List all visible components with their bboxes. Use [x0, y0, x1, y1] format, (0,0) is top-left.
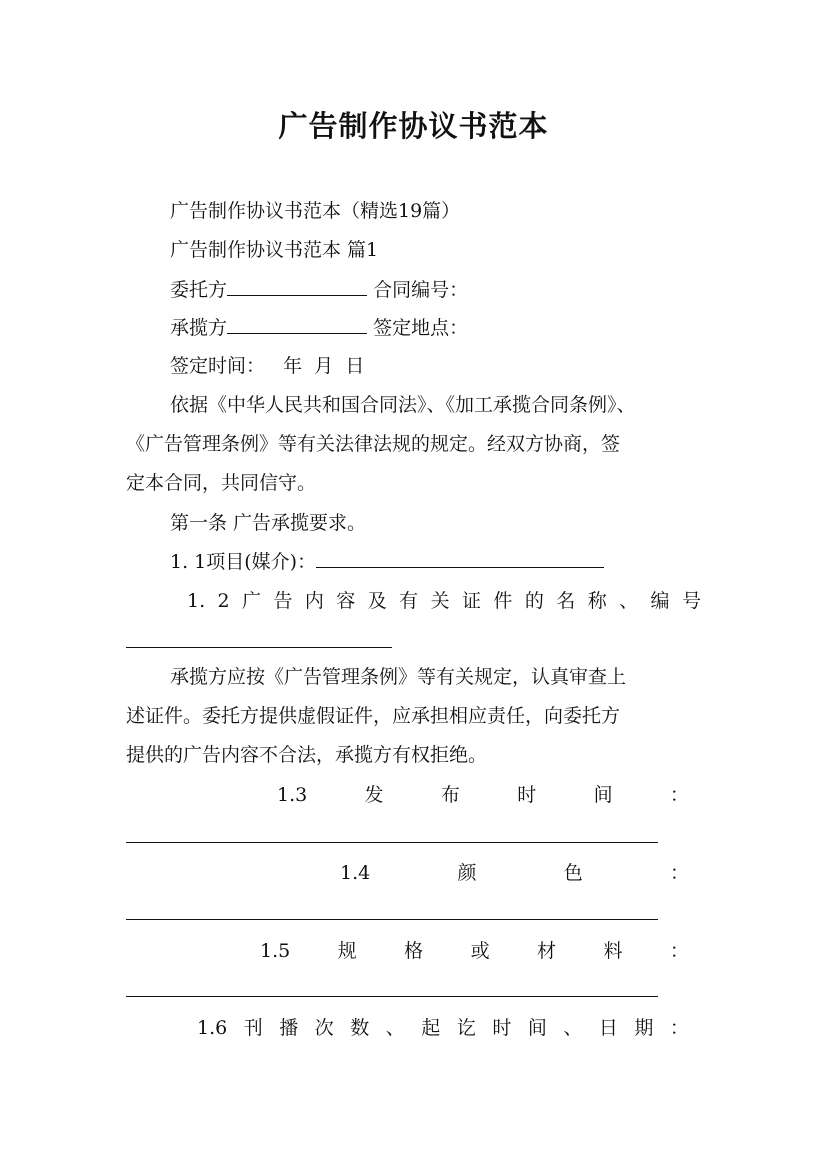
item-1-2-char: 证: [462, 590, 482, 612]
item-1-2-char: 的: [524, 590, 544, 612]
item-1-5-char: 材: [537, 940, 557, 962]
item-1-5-char: 格: [404, 940, 424, 962]
item-1-3-line: [277, 782, 689, 808]
item-1-3-char: 时: [517, 784, 537, 806]
item-1-4-char: 颜: [457, 862, 477, 884]
item-1-6-char: 期: [634, 1017, 654, 1039]
item-1-6-char: 间: [527, 1017, 547, 1039]
item-1-6-char: 数: [350, 1017, 370, 1039]
item-1-6-char: 讫: [456, 1017, 476, 1039]
item-1-2-char: 名: [556, 590, 576, 612]
item-1-2-line: [187, 588, 701, 614]
item-1-6-char: ：: [669, 1017, 689, 1039]
contract-no-label: 合同编号：: [373, 279, 469, 301]
basis-paragraph-line-3: 定本合同，共同信守。: [126, 472, 317, 494]
client-label: 委托方: [170, 279, 228, 301]
item-1-5-char: 规: [337, 940, 357, 962]
item-1-2-char: 件: [493, 590, 513, 612]
section-heading: 广告制作协议书范本 篇1: [170, 239, 379, 261]
client-blank[interactable]: [227, 277, 367, 296]
sign-place-label: 签定地点：: [373, 317, 469, 339]
contractor-blank[interactable]: [227, 315, 367, 334]
item-1-5-char: 或: [470, 940, 490, 962]
item-1-2-char: 号: [681, 590, 701, 612]
item-1-6-char: 日: [598, 1017, 618, 1039]
item-1-1-line: [170, 549, 604, 575]
item-1-2-blank[interactable]: [126, 647, 392, 648]
item-1-3-char: 发: [364, 784, 384, 806]
item-1-3-char: 间: [593, 784, 613, 806]
item-1-2-char: 有: [399, 590, 419, 612]
item-1-1-blank[interactable]: [316, 549, 604, 568]
item-1-6-line: [197, 1015, 689, 1041]
item-1-2-char: 告: [273, 590, 293, 612]
item-1-2-char: 关: [430, 590, 450, 612]
item-1-2-char: 广: [242, 590, 262, 612]
year-label: 年: [283, 355, 303, 377]
item-1-6-char: 刊: [243, 1017, 263, 1039]
item-1-2-char: 容: [336, 590, 356, 612]
contractor-line: [170, 315, 468, 341]
item-1-3-blank[interactable]: [126, 842, 658, 843]
item-1-2-char: 内: [304, 590, 324, 612]
item-1-4-line: [340, 860, 689, 886]
review-paragraph-line-1: 承揽方应按《广告管理条例》等有关规定，认真审查上: [170, 666, 627, 688]
item-1-2-char: 编: [650, 590, 670, 612]
document-subtitle: 广告制作协议书范本（精选19篇）: [170, 200, 461, 222]
item-1-4-char: ：: [669, 862, 689, 884]
item-1-5-blank[interactable]: [126, 996, 658, 997]
item-1-4-char: 1.4: [340, 862, 371, 884]
item-1-5-line: [260, 938, 689, 964]
contractor-label: 承揽方: [170, 317, 228, 339]
item-1-4-char: 色: [563, 862, 583, 884]
item-1-1-label: 1. 1项目(媒介)：: [170, 551, 317, 573]
item-1-6-char: 播: [279, 1017, 299, 1039]
item-1-6-char: 、: [385, 1017, 405, 1039]
basis-paragraph-line-2: 《广告管理条例》等有关法律法规的规定。经双方协商，签: [126, 433, 621, 455]
item-1-4-blank[interactable]: [126, 919, 658, 920]
item-1-2-char: 及: [367, 590, 387, 612]
item-1-3-char: ：: [669, 784, 689, 806]
item-1-2-char: 称: [587, 590, 607, 612]
month-label: 月: [314, 355, 334, 377]
item-1-6-char: 时: [492, 1017, 512, 1039]
item-1-5-char: ：: [669, 940, 689, 962]
item-1-2-char: 2: [217, 590, 230, 612]
item-1-6-char: 、: [563, 1017, 583, 1039]
item-1-2-char: 、: [619, 590, 639, 612]
document-title: 广告制作协议书范本: [278, 109, 549, 143]
day-label: 日: [345, 355, 365, 377]
item-1-6-char: 1.6: [197, 1017, 228, 1039]
item-1-3-char: 1.3: [277, 784, 308, 806]
basis-paragraph-line-1: 依据《中华人民共和国合同法》、《加工承揽合同条例》、: [170, 394, 636, 416]
item-1-5-char: 1.5: [260, 940, 291, 962]
item-1-5-char: 料: [603, 940, 623, 962]
sign-time-line: [170, 353, 364, 379]
item-1-6-char: 次: [314, 1017, 334, 1039]
review-paragraph-line-2: 述证件。委托方提供虚假证件，应承担相应责任，向委托方: [126, 705, 621, 727]
item-1-3-char: 布: [440, 784, 460, 806]
item-1-2-char: 1.: [187, 590, 206, 612]
client-line: [170, 277, 468, 303]
article-1-heading: 第一条 广告承揽要求。: [170, 512, 367, 534]
sign-time-label: 签定时间：: [170, 355, 266, 377]
item-1-6-char: 起: [421, 1017, 441, 1039]
review-paragraph-line-3: 提供的广告内容不合法，承揽方有权拒绝。: [126, 744, 488, 766]
